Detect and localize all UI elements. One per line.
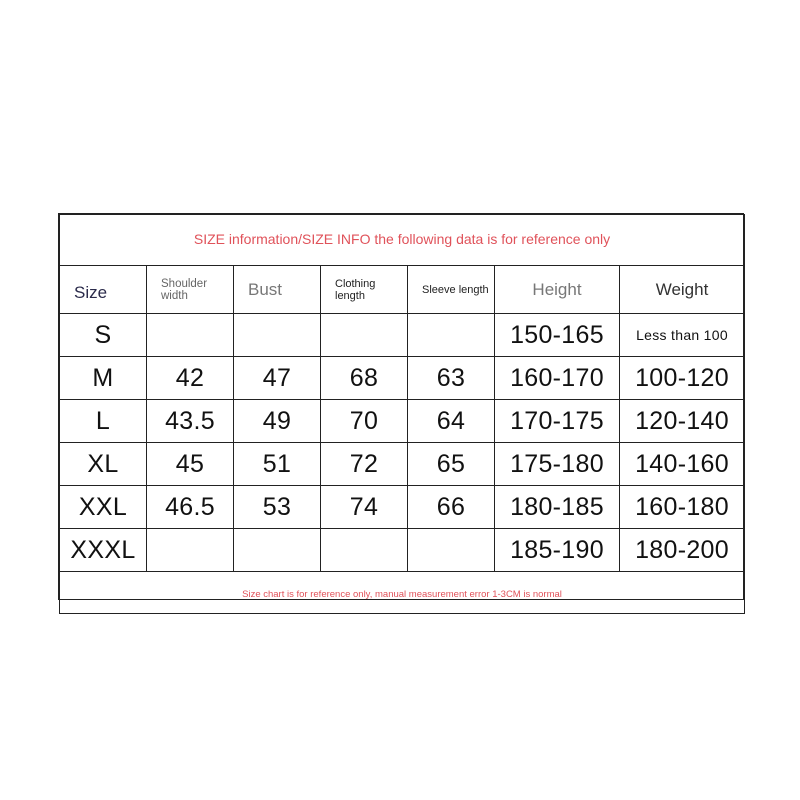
cell-weight: Less than 100 (620, 314, 745, 357)
cell-weight: 160-180 (620, 486, 745, 529)
cell-bust: 51 (234, 443, 321, 486)
header-weight: Weight (620, 266, 745, 314)
table-footer (60, 572, 745, 614)
cell-sleeve: 66 (408, 486, 495, 529)
table-row (60, 314, 745, 357)
cell-bust (234, 314, 321, 357)
table-row (60, 357, 745, 400)
table-row (60, 486, 745, 529)
cell-shoulder: 46.5 (147, 486, 234, 529)
header-sleeve-length: Sleeve length (408, 266, 495, 314)
cell-sleeve (408, 529, 495, 572)
size-chart (58, 213, 744, 600)
cell-clothing: 70 (321, 400, 408, 443)
cell-bust (234, 529, 321, 572)
header-row (60, 266, 745, 314)
cell-height: 150-165 (495, 314, 620, 357)
cell-clothing: 74 (321, 486, 408, 529)
table-title (60, 215, 745, 266)
cell-weight: 140-160 (620, 443, 745, 486)
header-shoulder-width: Shoulder width (147, 266, 234, 314)
header-clothing-length: Clothing length (321, 266, 408, 314)
cell-clothing (321, 314, 408, 357)
cell-sleeve: 65 (408, 443, 495, 486)
cell-shoulder: 43.5 (147, 400, 234, 443)
cell-size: XXL (60, 486, 147, 529)
header-bust: Bust (234, 266, 321, 314)
cell-bust: 53 (234, 486, 321, 529)
cell-shoulder: 45 (147, 443, 234, 486)
cell-height: 185-190 (495, 529, 620, 572)
cell-height: 160-170 (495, 357, 620, 400)
cell-size: M (60, 357, 147, 400)
header-size: Size (60, 266, 147, 314)
cell-weight: 120-140 (620, 400, 745, 443)
cell-size: S (60, 314, 147, 357)
cell-shoulder (147, 529, 234, 572)
title-row (60, 215, 745, 266)
title-text: SIZE information/SIZE INFO the following data is for reference only (193, 231, 611, 247)
footer-row (60, 572, 745, 614)
cell-size: XXXL (60, 529, 147, 572)
cell-height: 170-175 (495, 400, 620, 443)
cell-shoulder: 42 (147, 357, 234, 400)
cell-clothing (321, 529, 408, 572)
cell-size: XL (60, 443, 147, 486)
cell-height: 175-180 (495, 443, 620, 486)
cell-bust: 49 (234, 400, 321, 443)
cell-shoulder (147, 314, 234, 357)
cell-size: L (60, 400, 147, 443)
cell-height: 180-185 (495, 486, 620, 529)
header-height: Height (495, 266, 620, 314)
cell-sleeve: 63 (408, 357, 495, 400)
size-table (59, 214, 745, 614)
cell-sleeve: 64 (408, 400, 495, 443)
cell-sleeve (408, 314, 495, 357)
table-row (60, 400, 745, 443)
cell-weight: 100-120 (620, 357, 745, 400)
footer-note: Size chart is for reference only, manual measurement error 1-3CM is normal (242, 588, 562, 600)
table-row (60, 443, 745, 486)
cell-clothing: 72 (321, 443, 408, 486)
table-row (60, 529, 745, 572)
cell-clothing: 68 (321, 357, 408, 400)
cell-weight: 180-200 (620, 529, 745, 572)
cell-bust: 47 (234, 357, 321, 400)
